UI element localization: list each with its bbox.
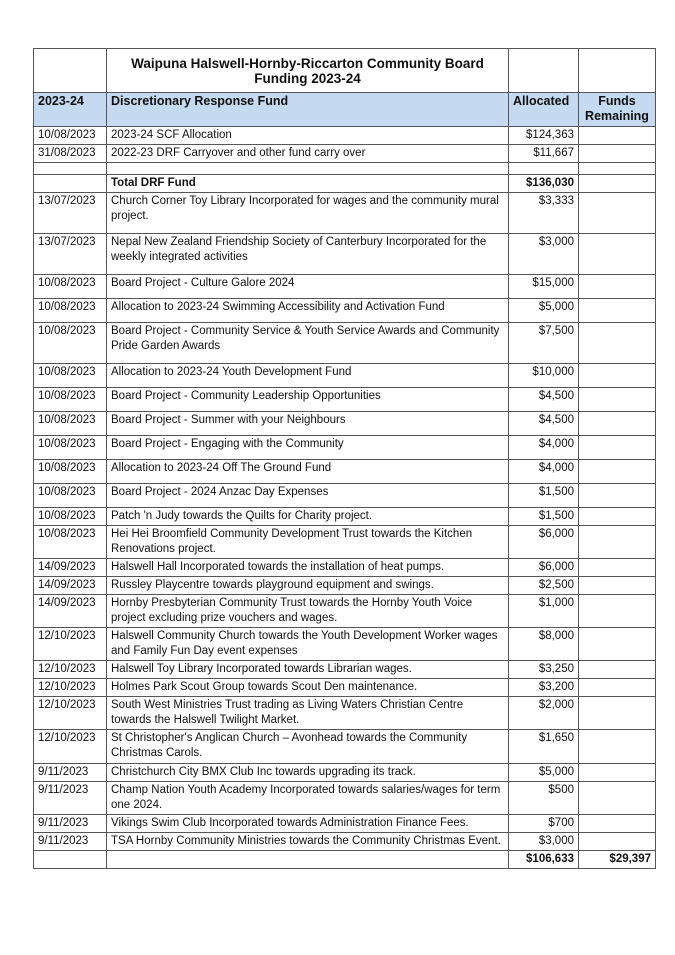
row-remaining: [579, 697, 656, 730]
row-description: TSA Hornby Community Ministries towards the Community Christmas Event.: [107, 833, 509, 851]
row-date: 12/10/2023: [34, 679, 107, 697]
row-date: 9/11/2023: [34, 764, 107, 782]
row-date: 10/08/2023: [34, 436, 107, 460]
table-row: [34, 364, 656, 388]
table-row: [34, 697, 656, 730]
row-date: 9/11/2023: [34, 815, 107, 833]
header-funds-remaining-line-1: Funds: [598, 94, 636, 108]
row-date: 10/08/2023: [34, 275, 107, 299]
row-description: Champ Nation Youth Academy Incorporated towards salaries/wages for term one 2024.: [107, 782, 509, 815]
table-row: [34, 730, 656, 764]
row-allocated: $15,000: [509, 275, 579, 299]
total-drf-row: [34, 175, 656, 193]
row-description: 2023-24 SCF Allocation: [107, 127, 509, 145]
table-row: [34, 234, 656, 275]
row-remaining: [579, 782, 656, 815]
row-allocated: $2,500: [509, 577, 579, 595]
row-remaining: [579, 559, 656, 577]
header-funds-remaining-line-2: Remaining: [585, 109, 649, 123]
title-blank-cell: [509, 49, 579, 93]
table-row: [34, 508, 656, 526]
row-allocated: $6,000: [509, 526, 579, 559]
row-date: 9/11/2023: [34, 833, 107, 851]
income-row: [34, 127, 656, 145]
row-date: 12/10/2023: [34, 661, 107, 679]
table-row: [34, 661, 656, 679]
row-allocated: $11,667: [509, 145, 579, 163]
row-allocated: $500: [509, 782, 579, 815]
row-remaining: [579, 815, 656, 833]
row-allocated: $4,000: [509, 436, 579, 460]
row-remaining: [579, 764, 656, 782]
row-allocated: $4,500: [509, 412, 579, 436]
row-description: Christchurch City BMX Club Inc towards upgrading its track.: [107, 764, 509, 782]
table-title: [107, 49, 509, 93]
row-allocated: $10,000: [509, 364, 579, 388]
row-description: St Christopher's Anglican Church – Avonhead towards the Community Christmas Carols.: [107, 730, 509, 764]
title-line-2: Funding 2023-24: [254, 70, 361, 86]
table-row: [34, 299, 656, 323]
row-description: Allocation to 2023-24 Swimming Accessibility and Activation Fund: [107, 299, 509, 323]
funding-table: [33, 48, 656, 869]
table-row: [34, 782, 656, 815]
row-remaining: [579, 234, 656, 275]
table-row: [34, 460, 656, 484]
row-allocated: $1,000: [509, 595, 579, 628]
row-remaining: [579, 412, 656, 436]
row-description: Halswell Hall Incorporated towards the installation of heat pumps.: [107, 559, 509, 577]
row-allocated: $3,000: [509, 833, 579, 851]
row-date: 10/08/2023: [34, 299, 107, 323]
row-description: Holmes Park Scout Group towards Scout Den maintenance.: [107, 679, 509, 697]
row-remaining: [579, 275, 656, 299]
row-description: Board Project - Community Leadership Opportunities: [107, 388, 509, 412]
totals-row: [34, 851, 656, 869]
header-date: 2023-24: [34, 93, 107, 127]
income-row: [34, 145, 656, 163]
table-row: [34, 815, 656, 833]
totals-remaining: $29,397: [579, 851, 656, 869]
row-description: Board Project - Culture Galore 2024: [107, 275, 509, 299]
row-allocated: $8,000: [509, 628, 579, 661]
row-allocated: $700: [509, 815, 579, 833]
row-date: 13/07/2023: [34, 234, 107, 275]
table-row: [34, 323, 656, 364]
row-remaining: [579, 661, 656, 679]
row-remaining: [579, 577, 656, 595]
row-date: 10/08/2023: [34, 364, 107, 388]
row-description: Allocation to 2023-24 Off The Ground Fund: [107, 460, 509, 484]
row-date: 31/08/2023: [34, 145, 107, 163]
row-description: Patch 'n Judy towards the Quilts for Charity project.: [107, 508, 509, 526]
table-row: [34, 764, 656, 782]
row-date: 10/08/2023: [34, 484, 107, 508]
title-blank-cell: [34, 49, 107, 93]
row-remaining: [579, 679, 656, 697]
row-date: 10/08/2023: [34, 323, 107, 364]
header-description: Discretionary Response Fund: [107, 93, 509, 127]
total-drf-label: Total DRF Fund: [107, 175, 509, 193]
row-remaining: [579, 628, 656, 661]
row-date: 10/08/2023: [34, 508, 107, 526]
row-remaining: [579, 526, 656, 559]
row-remaining: [579, 193, 656, 234]
row-allocated: $3,200: [509, 679, 579, 697]
row-date: 10/08/2023: [34, 412, 107, 436]
row-remaining: [579, 145, 656, 163]
row-date: 10/08/2023: [34, 526, 107, 559]
row-allocated: $2,000: [509, 697, 579, 730]
table-row: [34, 412, 656, 436]
row-description: Russley Playcentre towards playground equipment and swings.: [107, 577, 509, 595]
table-row: [34, 388, 656, 412]
row-allocated: $5,000: [509, 764, 579, 782]
row-description: Church Corner Toy Library Incorporated for wages and the community mural project.: [107, 193, 509, 234]
row-remaining: [579, 388, 656, 412]
row-date: 14/09/2023: [34, 595, 107, 628]
table-row: [34, 436, 656, 460]
title-blank-cell: [579, 49, 656, 93]
row-date: 9/11/2023: [34, 782, 107, 815]
row-date: 13/07/2023: [34, 193, 107, 234]
row-date: 10/08/2023: [34, 388, 107, 412]
row-allocated: $1,500: [509, 484, 579, 508]
row-allocated: $5,000: [509, 299, 579, 323]
row-remaining: [579, 508, 656, 526]
row-remaining: [579, 364, 656, 388]
row-description: Allocation to 2023-24 Youth Development Fund: [107, 364, 509, 388]
row-allocated: $3,000: [509, 234, 579, 275]
title-row: [34, 49, 656, 93]
row-description: Board Project - Summer with your Neighbours: [107, 412, 509, 436]
header-row: [34, 93, 656, 127]
table-row: [34, 628, 656, 661]
table-row: [34, 526, 656, 559]
row-description: Board Project - Community Service & Youth Service Awards and Community Pride Garden Awards: [107, 323, 509, 364]
row-date: 12/10/2023: [34, 730, 107, 764]
header-funds-remaining: [579, 93, 656, 127]
row-allocated: $1,500: [509, 508, 579, 526]
table-row: [34, 577, 656, 595]
totals-blank: [107, 851, 509, 869]
row-allocated: $3,333: [509, 193, 579, 234]
row-allocated: $4,000: [509, 460, 579, 484]
row-remaining: [579, 595, 656, 628]
row-description: Board Project - Engaging with the Community: [107, 436, 509, 460]
row-allocated: $1,650: [509, 730, 579, 764]
row-description: South West Ministries Trust trading as Living Waters Christian Centre towards the Halswell Twilight Market.: [107, 697, 509, 730]
row-date: 12/10/2023: [34, 628, 107, 661]
row-remaining: [579, 484, 656, 508]
row-remaining: [579, 323, 656, 364]
table-row: [34, 679, 656, 697]
row-remaining: [579, 436, 656, 460]
title-line-1: Waipuna Halswell-Hornby-Riccarton Community Board: [131, 55, 484, 71]
row-description: 2022-23 DRF Carryover and other fund carry over: [107, 145, 509, 163]
totals-blank: [34, 851, 107, 869]
row-allocated: $3,250: [509, 661, 579, 679]
row-date: 12/10/2023: [34, 697, 107, 730]
row-allocated: $7,500: [509, 323, 579, 364]
table-row: [34, 559, 656, 577]
row-date: 14/09/2023: [34, 577, 107, 595]
row-date: 14/09/2023: [34, 559, 107, 577]
row-remaining: [579, 730, 656, 764]
table-row: [34, 833, 656, 851]
table-row: [34, 193, 656, 234]
header-allocated: Allocated: [509, 93, 579, 127]
row-allocated: $6,000: [509, 559, 579, 577]
row-remaining: [579, 127, 656, 145]
table-row: [34, 484, 656, 508]
table-row: [34, 275, 656, 299]
row-allocated: $124,363: [509, 127, 579, 145]
row-remaining: [579, 299, 656, 323]
row-remaining: [579, 460, 656, 484]
table-row: [34, 595, 656, 628]
total-drf-allocated: $136,030: [509, 175, 579, 193]
row-date: 10/08/2023: [34, 127, 107, 145]
spacer-row: [34, 163, 656, 175]
row-description: Nepal New Zealand Friendship Society of Canterbury Incorporated for the weekly integrated activities: [107, 234, 509, 275]
row-description: Hornby Presbyterian Community Trust towards the Hornby Youth Voice project excluding prize vouchers and wages.: [107, 595, 509, 628]
row-description: Halswell Community Church towards the Youth Development Worker wages and Family Fun Day event expenses: [107, 628, 509, 661]
totals-allocated: $106,633: [509, 851, 579, 869]
row-description: Halswell Toy Library Incorporated towards Librarian wages.: [107, 661, 509, 679]
row-description: Board Project - 2024 Anzac Day Expenses: [107, 484, 509, 508]
row-allocated: $4,500: [509, 388, 579, 412]
row-description: Vikings Swim Club Incorporated towards Administration Finance Fees.: [107, 815, 509, 833]
row-date: 10/08/2023: [34, 460, 107, 484]
row-description: Hei Hei Broomfield Community Development Trust towards the Kitchen Renovations project.: [107, 526, 509, 559]
row-remaining: [579, 833, 656, 851]
